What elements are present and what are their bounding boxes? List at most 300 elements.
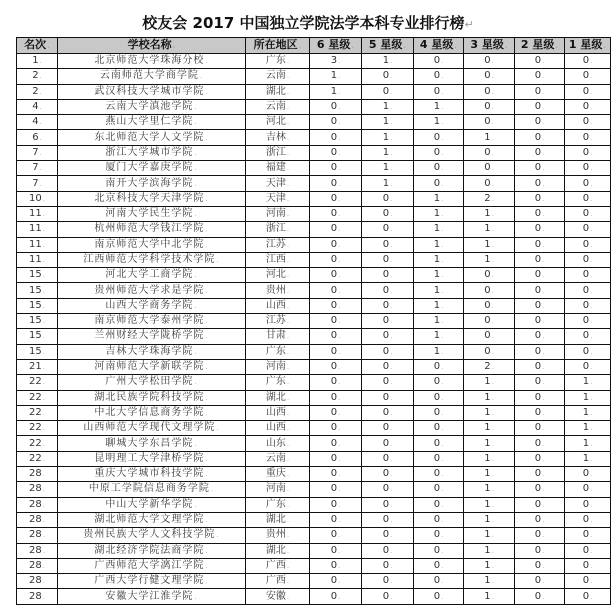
region-cell: 湖北. [246,390,310,405]
one-star-cell: 0. [565,329,611,344]
cell-end-mark: . [491,378,494,387]
rank-cell: 22. [17,421,58,436]
three-star-cell: 1. [464,390,515,405]
table-row [17,574,611,589]
cell-end-mark: . [338,439,341,448]
cell-end-mark: . [590,210,593,219]
four-star-cell: 0. [414,436,464,451]
cell-end-mark: . [338,87,341,96]
cell-end-mark: . [39,164,42,173]
one-star-cell: 0. [565,589,611,604]
two-star-cell: 0. [515,191,565,206]
cell-end-mark: . [286,500,290,509]
school-name-cell: 南京师范大学中北学院. [58,237,246,252]
column-header-four-star: 4 星级. [414,38,464,54]
table-row [17,497,611,512]
table-row [17,130,611,145]
two-star-cell: 0. [515,283,565,298]
school-name-cell: 广西师范大学漓江学院. [58,558,246,573]
cell-end-mark: . [194,439,198,448]
rank-cell: 15. [17,344,58,359]
cell-end-mark: . [42,408,45,417]
three-star-cell: 1. [464,436,515,451]
cell-end-mark: . [542,118,545,127]
cell-end-mark: . [205,194,209,203]
cell-end-mark: . [590,516,593,525]
two-star-cell: 0. [515,130,565,145]
cell-end-mark: . [39,72,42,81]
cell-end-mark: . [47,42,50,50]
cell-end-mark: . [205,286,209,295]
table-row [17,467,611,482]
cell-end-mark: . [338,408,341,417]
cell-end-mark: . [338,500,341,509]
cell-end-mark: . [441,72,444,81]
two-star-cell: 0. [515,54,565,69]
cell-end-mark: . [42,363,45,372]
region-cell: 河北. [246,115,310,130]
cell-end-mark: . [491,546,494,555]
cell-end-mark: . [205,516,209,525]
cell-end-mark: . [542,485,545,494]
six-star-cell: 1. [310,84,362,99]
cell-end-mark: . [390,225,393,234]
cell-end-mark: . [491,577,494,586]
table-row [17,222,611,237]
cell-end-mark: . [286,286,290,295]
cell-end-mark: . [205,393,209,402]
three-star-cell: 1. [464,467,515,482]
four-star-cell: 1. [414,283,464,298]
two-star-cell: 0. [515,390,565,405]
cell-end-mark: . [338,531,341,540]
six-star-cell: 3. [310,54,362,69]
five-star-cell: 0. [362,314,414,329]
two-star-cell: 0. [515,176,565,191]
region-cell: 广东. [246,54,310,69]
cell-end-mark: . [390,332,393,341]
cell-end-mark: . [390,439,393,448]
cell-end-mark: . [441,133,444,142]
one-star-cell: 0. [565,130,611,145]
cell-end-mark: . [590,378,593,387]
table-row [17,84,611,99]
cell-end-mark: . [390,148,393,157]
cell-end-mark: . [42,561,45,570]
cell-end-mark: . [42,516,45,525]
cell-end-mark: . [454,42,458,50]
six-star-cell: 0. [310,237,362,252]
one-star-cell: 0. [565,69,611,84]
cell-end-mark: . [39,148,42,157]
two-star-cell: 0. [515,467,565,482]
cell-end-mark: . [338,424,341,433]
rank-cell: 28. [17,482,58,497]
cell-end-mark: . [542,561,545,570]
cell-end-mark: . [42,271,45,280]
cell-end-mark: . [205,317,209,326]
cell-end-mark: . [42,194,45,203]
cell-end-mark: . [590,561,593,570]
school-name-cell: 南京师范大学泰州学院. [58,314,246,329]
four-star-cell: 1. [414,329,464,344]
cell-end-mark: . [42,592,45,601]
cell-end-mark: . [441,470,444,479]
school-name-cell: 武汉科技大学城市学院. [58,84,246,99]
cell-end-mark: . [590,470,593,479]
cell-end-mark: . [542,148,545,157]
rank-cell: 28. [17,574,58,589]
column-header-three-star: 3 星级. [464,38,515,54]
rank-cell: 22. [17,451,58,466]
cell-end-mark: . [491,454,494,463]
cell-end-mark: . [338,485,341,494]
cell-end-mark: . [286,87,290,96]
table-row [17,115,611,130]
cell-end-mark: . [542,317,545,326]
region-cell: 浙江. [246,222,310,237]
cell-end-mark: . [542,301,545,310]
three-star-cell: 0. [464,298,515,313]
cell-end-mark: . [42,301,45,310]
rank-cell: 2. [17,69,58,84]
two-star-cell: 0. [515,84,565,99]
three-star-cell: 2. [464,359,515,374]
cell-end-mark: . [590,408,593,417]
five-star-cell: 0. [362,497,414,512]
two-star-cell: 0. [515,145,565,160]
three-star-cell: 1. [464,206,515,221]
table-row [17,237,611,252]
cell-end-mark: . [504,42,508,50]
cell-end-mark: . [286,531,290,540]
cell-end-mark: . [286,271,290,280]
cell-end-mark: . [338,179,341,188]
cell-end-mark: . [441,164,444,173]
four-star-cell: 1. [414,115,464,130]
five-star-cell: 0. [362,543,414,558]
cell-end-mark: . [441,194,444,203]
cell-end-mark: . [590,439,593,448]
rank-cell: 11. [17,206,58,221]
school-name-cell: 湖北民族学院科技学院. [58,390,246,405]
six-star-cell: 0. [310,344,362,359]
cell-end-mark: . [286,179,290,188]
one-star-cell: 0. [565,512,611,527]
cell-end-mark: . [491,256,494,264]
cell-end-mark: . [338,454,341,463]
table-row [17,99,611,114]
two-star-cell: 0. [515,589,565,604]
cell-end-mark: . [286,470,290,479]
two-star-cell: 0. [515,115,565,130]
rank-cell: 10. [17,191,58,206]
table-row [17,436,611,451]
cell-end-mark: . [39,179,42,188]
rank-cell: 28. [17,512,58,527]
cell-end-mark: . [441,577,444,586]
four-star-cell: 1. [414,222,464,237]
two-star-cell: 0. [515,574,565,589]
cell-end-mark: . [491,485,494,494]
cell-end-mark: . [441,363,444,372]
three-star-cell: 0. [464,84,515,99]
region-cell: 江苏. [246,237,310,252]
cell-end-mark: . [542,592,545,601]
three-star-cell: 1. [464,589,515,604]
column-header-rank: 名次. [17,38,58,54]
rank-cell: 21. [17,359,58,374]
cell-end-mark: . [338,72,341,81]
cell-end-mark: . [491,470,494,479]
rank-cell: 4. [17,115,58,130]
cell-end-mark: . [491,531,494,540]
cell-end-mark: . [390,271,393,280]
five-star-cell: 0. [362,451,414,466]
cell-end-mark: . [286,164,290,173]
table-row [17,451,611,466]
cell-end-mark: . [338,286,341,295]
cell-end-mark: . [590,577,593,586]
four-star-cell: 1. [414,99,464,114]
school-name-cell: 昆明理工大学津桥学院. [58,451,246,466]
table-row [17,558,611,573]
one-star-cell: 0. [565,283,611,298]
rank-cell: 15. [17,283,58,298]
school-name-cell: 广州大学松田学院. [58,375,246,390]
cell-end-mark: . [286,408,290,417]
six-star-cell: 0. [310,589,362,604]
three-star-cell: 1. [464,543,515,558]
four-star-cell: 0. [414,589,464,604]
cell-end-mark: . [441,561,444,570]
five-star-cell: 0. [362,359,414,374]
school-name-cell: 江西师范大学科学技术学院. [58,252,246,267]
four-star-cell: 1. [414,206,464,221]
one-star-cell: 0. [565,222,611,237]
five-star-cell: 0. [362,329,414,344]
rank-cell: 1. [17,54,58,69]
school-name-cell: 贵州师范大学求是学院. [58,283,246,298]
three-star-cell: 0. [464,314,515,329]
six-star-cell: 0. [310,329,362,344]
cell-end-mark: . [286,57,290,66]
cell-end-mark: . [441,393,444,402]
two-star-cell: 0. [515,421,565,436]
cell-end-mark: . [542,164,545,173]
cell-end-mark: . [205,240,209,249]
cell-end-mark: . [441,103,444,112]
cell-end-mark: . [390,57,393,66]
five-star-cell: 0. [362,84,414,99]
four-star-cell: 1. [414,252,464,267]
five-star-cell: 0. [362,206,414,221]
cell-end-mark: . [338,592,341,601]
four-star-cell: 0. [414,451,464,466]
cell-end-mark: . [390,317,393,326]
four-star-cell: 0. [414,497,464,512]
cell-end-mark: . [491,225,494,234]
cell-end-mark: . [42,531,45,540]
cell-end-mark: . [390,561,393,570]
cell-end-mark: . [338,347,341,356]
six-star-cell: 0. [310,436,362,451]
cell-end-mark: . [286,317,290,326]
two-star-cell: 0. [515,161,565,176]
one-star-cell: 0. [565,237,611,252]
one-star-cell: 0. [565,558,611,573]
six-star-cell: 0. [310,375,362,390]
rank-cell: 28. [17,467,58,482]
one-star-cell: 1. [565,375,611,390]
four-star-cell: 0. [414,528,464,543]
cell-end-mark: . [205,408,209,417]
six-star-cell: 0. [310,482,362,497]
table-row [17,375,611,390]
cell-end-mark: . [441,286,444,295]
one-star-cell: 0. [565,99,611,114]
cell-end-mark: . [42,317,45,326]
six-star-cell: 0. [310,191,362,206]
cell-end-mark: . [542,347,545,356]
five-star-cell: 0. [362,390,414,405]
two-star-cell: 0. [515,298,565,313]
two-star-cell: 0. [515,314,565,329]
cell-end-mark: . [491,516,494,525]
cell-end-mark: . [205,561,209,570]
cell-end-mark: . [286,378,290,387]
cell-end-mark: . [603,42,607,50]
table-row [17,421,611,436]
cell-end-mark: . [491,317,494,326]
two-star-cell: 0. [515,252,565,267]
cell-end-mark: . [491,424,494,433]
cell-end-mark: . [590,317,593,326]
column-header-region: 所在地区. [246,38,310,54]
one-star-cell: 0. [565,206,611,221]
cell-end-mark: . [42,454,45,463]
table-row [17,69,611,84]
six-star-cell: 0. [310,421,362,436]
cell-end-mark: . [441,347,444,356]
cell-end-mark: . [286,454,290,463]
cell-end-mark: . [441,592,444,601]
cell-end-mark: . [286,439,290,448]
cell-end-mark: . [338,57,341,66]
cell-end-mark: . [542,225,545,234]
two-star-cell: 0. [515,375,565,390]
six-star-cell: 0. [310,558,362,573]
five-star-cell: 0. [362,528,414,543]
cell-end-mark: . [390,546,393,555]
one-star-cell: 0. [565,176,611,191]
cell-end-mark: . [286,72,290,81]
three-star-cell: 1. [464,451,515,466]
rank-cell: 15. [17,268,58,283]
region-cell: 广西. [246,574,310,589]
cell-end-mark: . [542,194,545,203]
cell-end-mark: . [338,393,341,402]
five-star-cell: 1. [362,130,414,145]
cell-end-mark: . [298,42,302,50]
cell-end-mark: . [286,148,290,157]
two-star-cell: 0. [515,237,565,252]
cell-end-mark: . [590,500,593,509]
region-cell: 山西. [246,421,310,436]
five-star-cell: 0. [362,558,414,573]
table-row [17,359,611,374]
one-star-cell: 0. [565,314,611,329]
two-star-cell: 0. [515,206,565,221]
table-row [17,54,611,69]
cell-end-mark: . [390,577,393,586]
cell-end-mark: . [390,378,393,387]
four-star-cell: 0. [414,54,464,69]
two-star-cell: 0. [515,497,565,512]
cell-end-mark: . [338,546,341,555]
six-star-cell: 0. [310,99,362,114]
cell-end-mark: . [194,347,198,356]
cell-end-mark: . [205,332,209,341]
cell-end-mark: . [542,546,545,555]
one-star-cell: 0. [565,359,611,374]
region-cell: 广东. [246,375,310,390]
rank-cell: 28. [17,589,58,604]
cell-end-mark: . [390,118,393,127]
cell-end-mark: . [542,577,545,586]
six-star-cell: 0. [310,130,362,145]
table-row [17,405,611,420]
rank-cell: 7. [17,161,58,176]
cell-end-mark: . [542,439,545,448]
rank-cell: 22. [17,405,58,420]
four-star-cell: 0. [414,574,464,589]
cell-end-mark: . [542,87,545,96]
region-cell: 广东. [246,344,310,359]
column-header-five-star: 5 星级. [362,38,414,54]
five-star-cell: 0. [362,512,414,527]
cell-end-mark: . [542,133,545,142]
cell-end-mark: . [194,378,198,387]
region-cell: 河南. [246,482,310,497]
three-star-cell: 0. [464,329,515,344]
rank-cell: 11. [17,222,58,237]
cell-end-mark: . [542,210,545,219]
three-star-cell: 1. [464,528,515,543]
cell-end-mark: . [590,271,593,280]
two-star-cell: 0. [515,344,565,359]
rank-cell: 15. [17,329,58,344]
cell-end-mark: . [491,561,494,570]
school-name-cell: 吉林大学珠海学院. [58,344,246,359]
cell-end-mark: . [390,179,393,188]
one-star-cell: 1. [565,405,611,420]
table-row [17,298,611,313]
cell-end-mark: . [216,424,220,433]
one-star-cell: 0. [565,252,611,267]
region-cell: 江西. [246,252,310,267]
cell-end-mark: . [205,57,209,66]
cell-end-mark: . [491,118,494,127]
rank-cell: 11. [17,252,58,267]
cell-end-mark: . [338,210,341,219]
cell-end-mark: . [42,240,45,249]
rank-cell: 15. [17,314,58,329]
six-star-cell: 0. [310,176,362,191]
cell-end-mark: . [590,103,593,112]
four-star-cell: 0. [414,558,464,573]
four-star-cell: 0. [414,84,464,99]
